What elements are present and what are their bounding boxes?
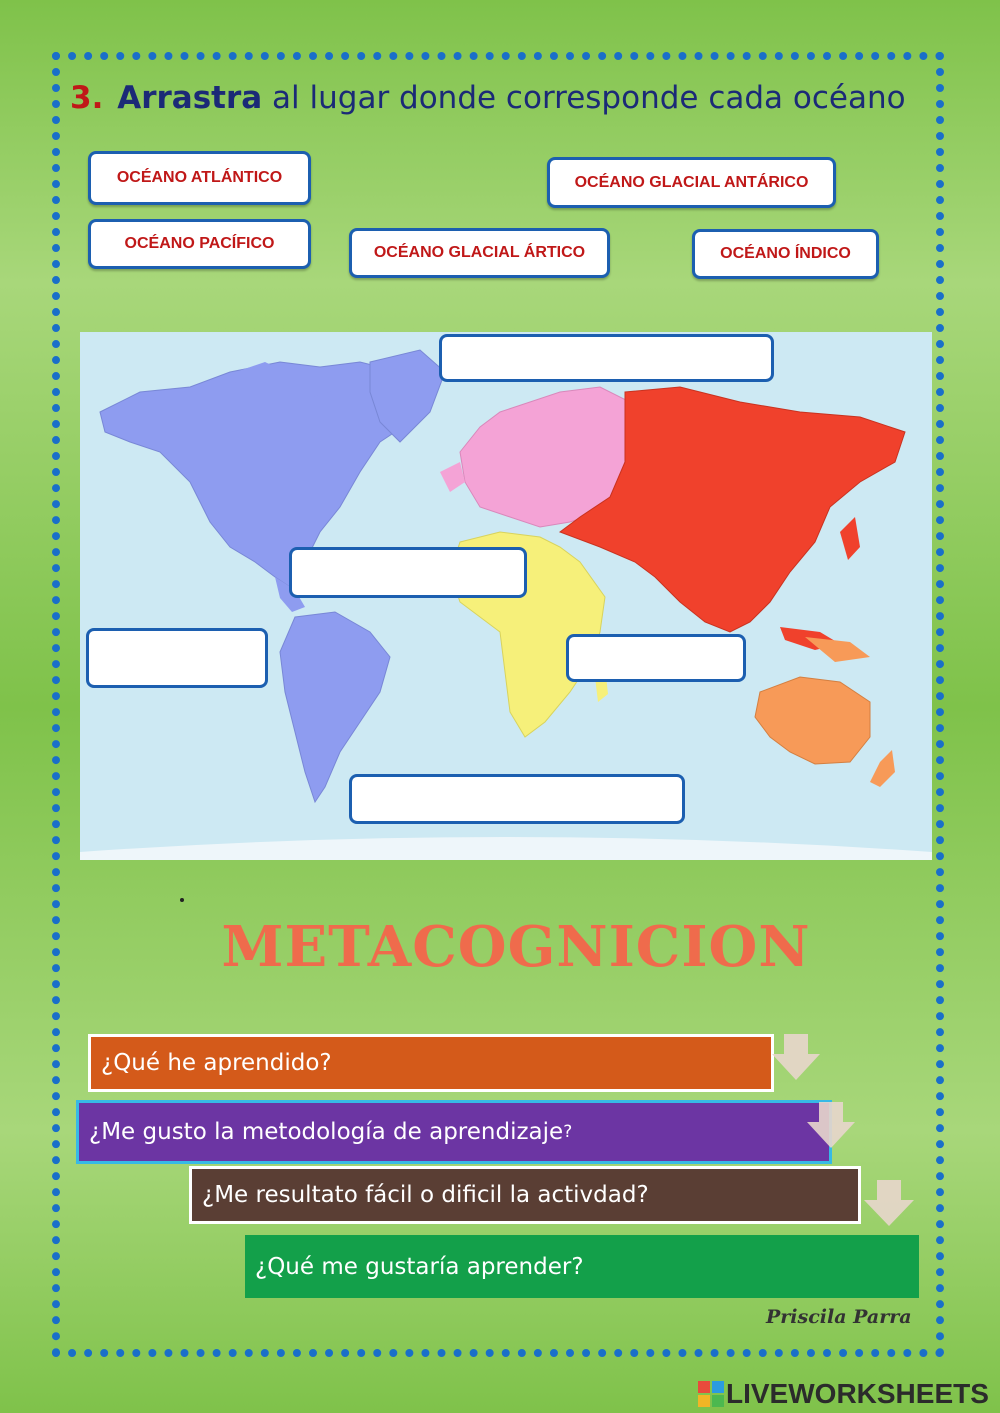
stray-dot bbox=[180, 898, 184, 902]
drop-zone-arctic[interactable] bbox=[439, 334, 774, 382]
question-text: ¿Me gusto la metodología de aprendizaje bbox=[89, 1119, 564, 1145]
liveworksheets-logo bbox=[698, 1378, 989, 1410]
down-arrow-icon bbox=[772, 1034, 820, 1080]
instruction-text: al lugar donde corresponde cada océano bbox=[262, 80, 906, 116]
exercise-heading bbox=[70, 80, 906, 116]
question-text: ¿Qué he aprendido? bbox=[101, 1050, 332, 1076]
world-map bbox=[80, 332, 932, 860]
question-text: ¿Me resultato fácil o dificil la activdad? bbox=[202, 1182, 649, 1208]
down-arrow-icon bbox=[807, 1102, 855, 1148]
chip-oceano-indico[interactable]: OCÉANO ÍNDICO bbox=[692, 229, 879, 279]
chip-oceano-pacifico[interactable]: OCÉANO PACÍFICO bbox=[88, 219, 311, 269]
brand-name: LIVEWORKSHEETS bbox=[726, 1378, 989, 1409]
question-bar-3 bbox=[189, 1166, 861, 1224]
question-text: ¿Qué me gustaría aprender? bbox=[255, 1253, 584, 1280]
chip-oceano-glacial-artico[interactable]: OCÉANO GLACIAL ÁRTICO bbox=[349, 228, 610, 278]
exercise-number: 3. bbox=[70, 80, 104, 116]
metacognicion-title: METACOGNICION bbox=[221, 914, 811, 980]
drop-zone-pacific[interactable] bbox=[86, 628, 268, 688]
chip-oceano-atlantico[interactable]: OCÉANO ATLÁNTICO bbox=[88, 151, 311, 205]
question-mark: ? bbox=[563, 1122, 573, 1142]
drop-zone-indian[interactable] bbox=[566, 634, 746, 682]
drop-zone-atlantic[interactable] bbox=[289, 547, 527, 598]
question-bar-2 bbox=[76, 1100, 832, 1164]
author-signature: Priscila Parra bbox=[766, 1306, 912, 1328]
chip-oceano-glacial-antarico[interactable]: OCÉANO GLACIAL ANTÁRICO bbox=[547, 157, 836, 208]
question-bar-4 bbox=[245, 1235, 919, 1298]
drop-zone-antarctic[interactable] bbox=[349, 774, 685, 824]
liveworksheets-logo-icon bbox=[698, 1381, 724, 1407]
down-arrow-icon bbox=[864, 1180, 914, 1226]
question-bar-1 bbox=[88, 1034, 774, 1092]
instruction-verb: Arrastra bbox=[117, 80, 263, 116]
